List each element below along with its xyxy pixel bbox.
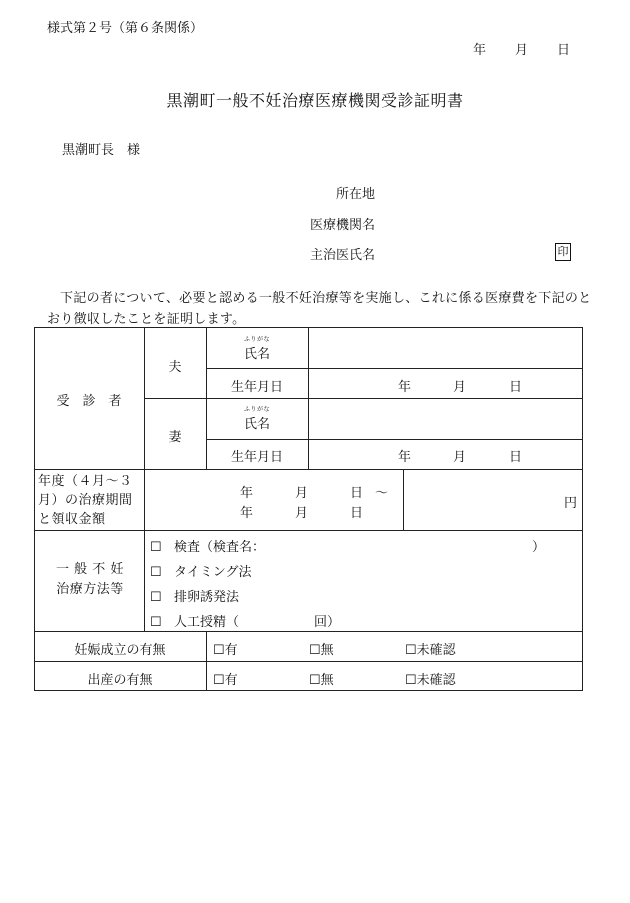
name-label: 氏名 [243, 347, 270, 362]
method-timing[interactable] [150, 561, 251, 580]
method-ovulation[interactable] [150, 586, 239, 605]
pregnancy-no[interactable]: ☐無 [309, 643, 334, 658]
pregnancy-label: 妊娠成立の有無 [74, 643, 166, 658]
date-year-label: 年 [473, 43, 487, 58]
birth-no[interactable]: ☐無 [309, 673, 334, 688]
checkbox-icon[interactable]: ☐ [150, 590, 162, 605]
page-title: 黒潮町一般不妊治療医療機関受診証明書 [166, 91, 464, 110]
form-number: 様式第２号（第６条関係） [47, 21, 204, 36]
wife-birth-year: 年 [398, 450, 412, 465]
period-label: 年度（４月～３月）の治療期間と領収金額 [38, 474, 133, 527]
period-end-month: 月 [295, 506, 309, 521]
pregnancy-yes[interactable]: ☐有 [213, 643, 238, 658]
date-month-label: 月 [515, 43, 529, 58]
period-start-day: 日 [350, 486, 364, 501]
methods-label: 一 般 不 妊 治療方法等 [56, 562, 124, 597]
wife-label: 妻 [168, 430, 182, 445]
patient-header: 受 診 者 [56, 394, 122, 409]
date-day-label: 日 [557, 43, 571, 58]
inspection-close-paren: ） [532, 540, 546, 555]
addressee: 黒潮町長 様 [62, 143, 141, 158]
seal-mark: 印 [555, 243, 571, 261]
method-label: 検査（検査名： [174, 540, 266, 555]
furigana-label: ふりがな [243, 406, 270, 413]
checkbox-icon[interactable]: ☐ [150, 540, 162, 555]
pregnancy-unconfirmed[interactable]: ☐未確認 [405, 643, 456, 658]
checkbox-icon[interactable]: ☐ [150, 565, 162, 580]
method-label: 人工授精（ [174, 615, 240, 630]
husband-birth-day: 日 [509, 380, 523, 395]
certification-text: 下記の者について、必要と認める一般不妊治療等を実施し、これに係る医療費を下記のとおり徴収したことを証明します。 [47, 291, 592, 327]
wife-birth-label: 生年月日 [230, 450, 283, 465]
husband-birth-month: 月 [453, 380, 467, 395]
birth-unconfirmed[interactable]: ☐未確認 [405, 673, 456, 688]
method-insemination[interactable] [150, 611, 239, 630]
institution-label: 医療機関名 [310, 218, 376, 233]
method-label: タイミング法 [174, 565, 252, 580]
name-label: 氏名 [243, 417, 270, 432]
method-inspection[interactable] [150, 536, 265, 555]
birth-yes[interactable]: ☐有 [213, 673, 238, 688]
husband-birth-year: 年 [398, 380, 412, 395]
doctor-label: 主治医氏名 [310, 248, 376, 263]
amount-yen: 円 [564, 496, 578, 511]
furigana-label: ふりがな [243, 336, 270, 343]
birth-label: 出産の有無 [87, 673, 153, 688]
period-start-year: 年 [240, 486, 254, 501]
husband-birth-label: 生年月日 [230, 380, 283, 395]
method-label: 排卵誘発法 [174, 590, 240, 605]
wife-name-label [206, 406, 308, 432]
husband-label: 夫 [168, 360, 182, 375]
wife-birth-month: 月 [453, 450, 467, 465]
period-end-year: 年 [240, 506, 254, 521]
husband-name-label [206, 336, 308, 362]
checkbox-icon[interactable]: ☐ [150, 615, 162, 630]
period-end-day: 日 [350, 506, 364, 521]
period-tilde: ～ [375, 486, 389, 501]
insemination-times: 回） [314, 615, 341, 630]
wife-birth-day: 日 [509, 450, 523, 465]
period-start-month: 月 [295, 486, 309, 501]
address-label: 所在地 [336, 187, 376, 202]
